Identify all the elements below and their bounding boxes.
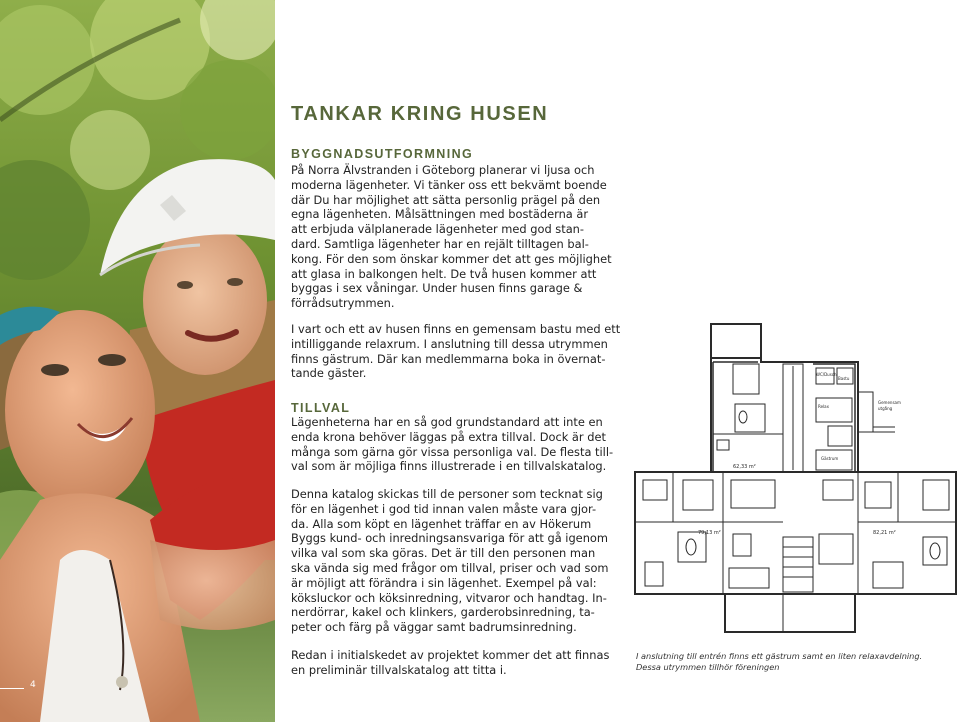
paragraph-byggnadsutformning-2 xyxy=(291,322,621,381)
floor-plan-drawing xyxy=(633,322,958,634)
text-line: köksluckor och köksinredning, vitvaror och handtag. In- xyxy=(291,590,607,605)
label-wc-dusch: WC/Dusch xyxy=(816,372,837,377)
text-line: Lägenheterna har en så god grundstandard att inte en xyxy=(291,415,603,429)
text-line: Byggs kund- och inredningsansvariga för att gå igenom xyxy=(291,531,608,546)
floor-plan xyxy=(633,322,958,634)
text-line: där Du har möjlighet att sätta personlig prägel på den xyxy=(291,192,601,207)
text-line: många som gärna gör vissa personliga val. De flesta till- xyxy=(291,444,614,459)
cover-photo xyxy=(0,0,275,722)
text-line: I vart och ett av husen finns en gemensam bastu med ett xyxy=(291,322,621,336)
floor-plan-caption xyxy=(636,651,922,674)
text-line: dard. Samtliga lägenheter har en rejält tilltagen bal- xyxy=(291,236,589,251)
text-line: da. Alla som köpt en lägenhet träffar en av Hökerum xyxy=(291,516,592,531)
text-line: att erbjuda välplanerade lägenheter med god stan- xyxy=(291,222,585,237)
text-line: kong. För den som önskar kommer det att ges möjlighet xyxy=(291,251,612,266)
text-line: På Norra Älvstranden i Göteborg planerar vi ljusa och xyxy=(291,163,595,177)
label-bastu: Bastu xyxy=(838,376,850,381)
text-line: är möjligt att förändra i sin lägenhet. Exempel på val: xyxy=(291,575,597,590)
page-title: TANKAR KRING HUSEN xyxy=(291,103,549,125)
text-line: Redan i initialskedet av projektet kommer det att finnas xyxy=(291,648,610,662)
caption-line: Dessa utrymmen tillhör föreningen xyxy=(636,662,780,673)
text-line: enda krona behöver läggas på extra tillval. Dock är det xyxy=(291,429,606,444)
label-area-right: 82,21 m² xyxy=(873,530,896,536)
text-line: moderna lägenheter. Vi tänker oss ett bekvämt boende xyxy=(291,177,607,192)
text-line: nerdörrar, kakel och klinkers, garderobsinredning, ta- xyxy=(291,605,595,620)
label-relax: Relax xyxy=(818,404,829,409)
paragraph-byggnadsutformning-1 xyxy=(291,163,611,311)
text-line: tande gäster. xyxy=(291,366,367,381)
page-number: 4 xyxy=(30,680,36,690)
text-line: egna lägenheten. Målsättningen med bostäderna är xyxy=(291,207,589,222)
text-line: att glasa in balkongen helt. De två husen kommer att xyxy=(291,266,597,281)
text-line: val som är möjliga finns illustrerade i en tillvalskatalog. xyxy=(291,459,607,474)
paragraph-tillval-3 xyxy=(291,648,611,678)
text-line: Denna katalog skickas till de personer som tecknat sig xyxy=(291,487,603,501)
photo-illustration xyxy=(0,0,275,722)
label-utgang: utgång xyxy=(878,406,893,411)
label-gastrum: Gästrum xyxy=(821,456,839,461)
label-area-left: 79,13 m² xyxy=(698,530,721,536)
text-line: finns gästrum. Där kan medlemmarna boka in övernat- xyxy=(291,351,606,366)
page-number-rule xyxy=(0,688,24,689)
text-line: vilka val som ska göras. Det är till den personen man xyxy=(291,546,596,561)
section-heading-byggnadsutformning: BYGGNADSUTFORMNING xyxy=(291,147,474,161)
section-heading-tillval: TILLVAL xyxy=(291,401,351,415)
text-line: en preliminär tillvalskatalog att titta i. xyxy=(291,662,507,677)
text-line: för en lägenhet i god tid innan valen måste vara gjor- xyxy=(291,501,597,516)
text-line: förrådsutrymmen. xyxy=(291,296,395,311)
label-gemensam: Gemensam xyxy=(878,400,901,405)
label-area-center: 62,33 m² xyxy=(733,464,756,470)
text-line: ska vända sig med frågor om tillval, priser och vad som xyxy=(291,560,609,575)
caption-line: I anslutning till entrén finns ett gästrum samt en liten relaxavdelning. xyxy=(636,651,923,661)
text-line: intilliggande relaxrum. I anslutning till dessa utrymmen xyxy=(291,336,608,351)
text-line: peter och färg på väggar samt badrumsinredning. xyxy=(291,620,577,635)
paragraph-tillval-1 xyxy=(291,415,614,474)
text-line: byggas i sex våningar. Under husen finns garage & xyxy=(291,281,583,296)
paragraph-tillval-2 xyxy=(291,487,611,635)
